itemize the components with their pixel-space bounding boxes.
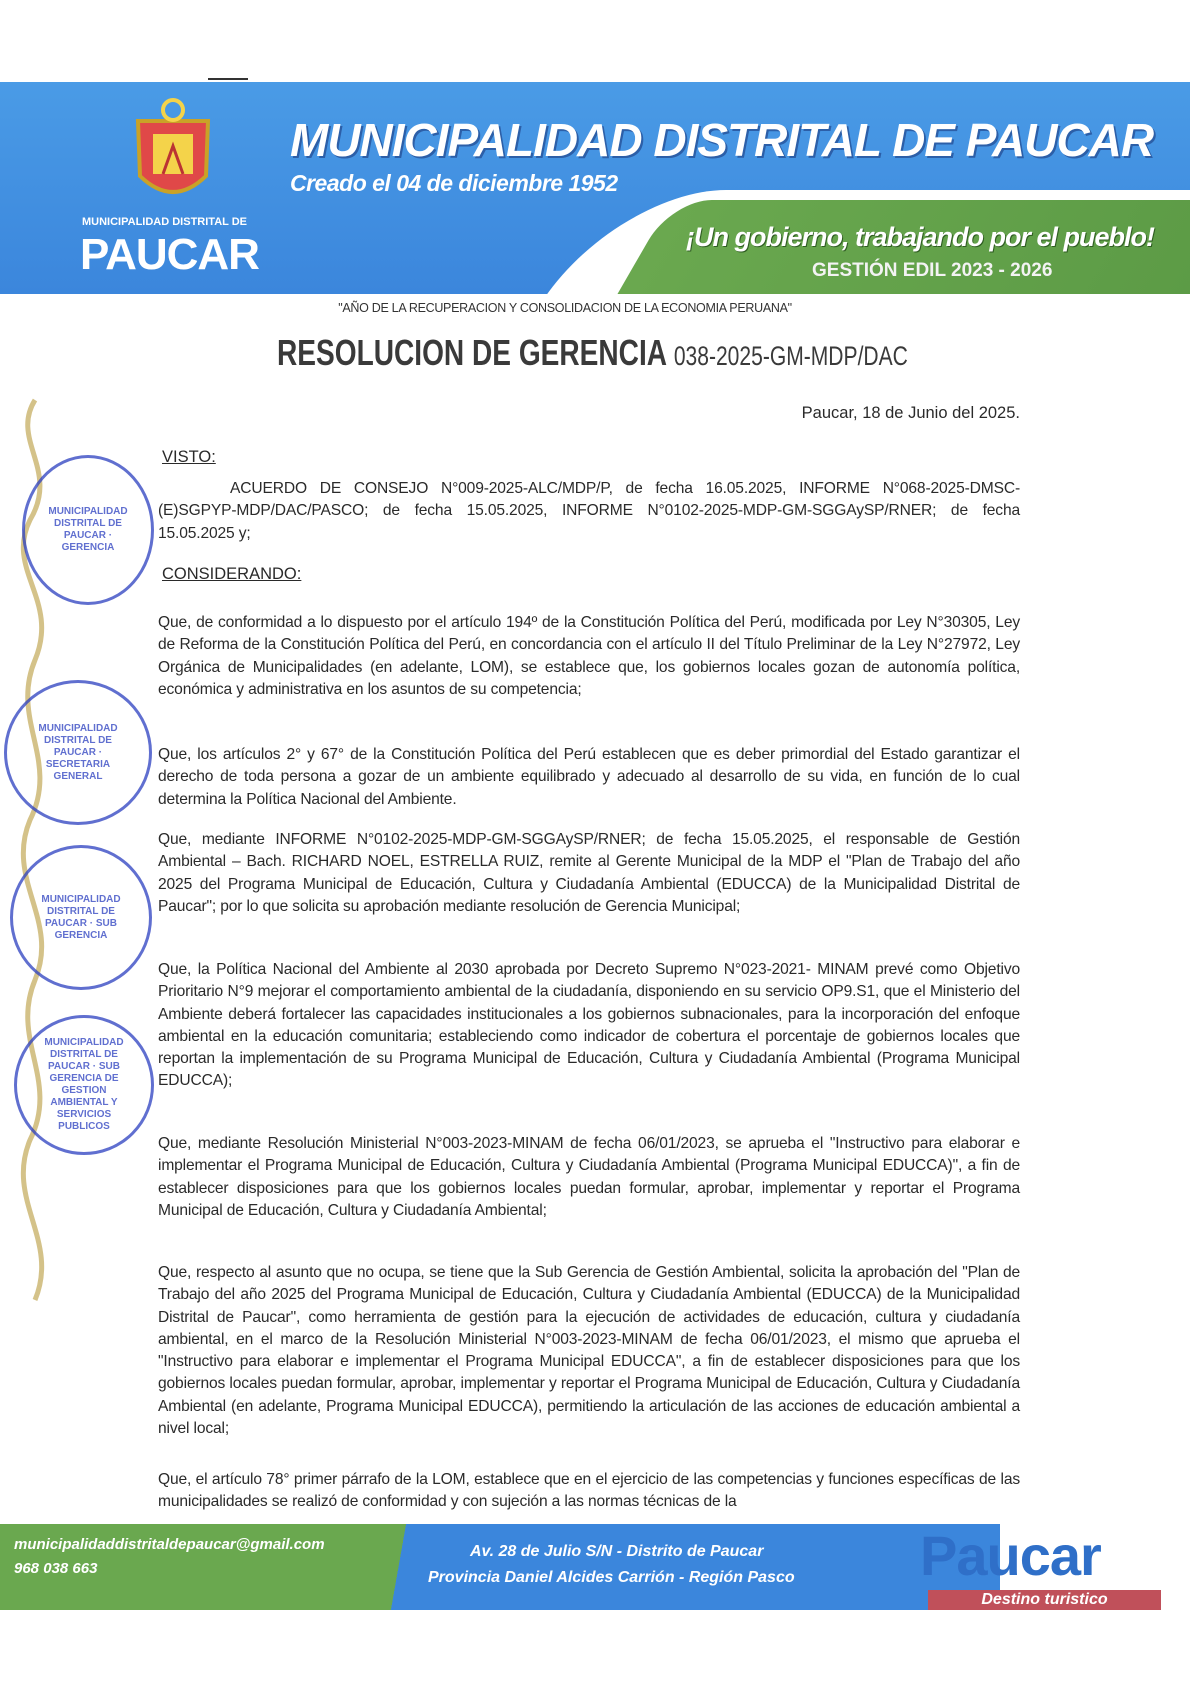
- logo-paucar: PAUCAR: [80, 230, 259, 279]
- slogan: ¡Un gobierno, trabajando por el pueblo!: [686, 222, 1154, 252]
- footer-address-line2: Provincia Daniel Alcides Carrión - Región Pasco: [428, 1569, 795, 1586]
- paragraph: Que, respecto al asunto que no ocupa, se tiene que la Sub Gerencia de Gestión Ambiental, solicita la aprobación del "Plan de Trabajo del año 2025 del Programa Municipal de Educación, Cultura y Ciudadanía Ambiental (EDUCCA) de la Municipalidad Distrital de Paucar", como herramienta de gestión para la ejecución de actividades de educación, cultura y ciudadanía ambiental, en el marco de la Resolución Ministerial N°003-2023-MINAM de fecha 06/01/2023, el mismo que aprueba el "Instructivo para elaborar e implementar el Programa Municipal EDUCCA", a fin de establecer disposiciones para que los gobiernos locales puedan formular, aprobar, implementar y reportar el Programa Municipal de Educación, Cultura y Ciudadanía Ambiental (en adelante, Programa Municipal EDUCCA), permitiendo la articulación de las acciones de educación ambiental a nivel local;: [158, 1264, 1020, 1438]
- footer-banner: [0, 1524, 1000, 1610]
- year-motto: "AÑO DE LA RECUPERACION Y CONSOLIDACION DE LA ECONOMIA PERUANA": [338, 301, 792, 315]
- document-date: Paucar, 18 de Junio del 2025.: [801, 404, 1020, 422]
- visto-text: ACUERDO DE CONSEJO N°009-2025-ALC/MDP/P, de fecha 16.05.2025, INFORME N°068-2025-DMSC-(E)SGPYP-MDP/DAC/PASCO; de fecha 15.05.2025, INFORME N°0102-2025-MDP-GM-SGGAySP/RNER; de fecha 15.05.2025 y;: [158, 480, 1020, 542]
- resolution-number: 038-2025-GM-MDP/DAC: [673, 341, 908, 371]
- logo-subtitle: MUNICIPALIDAD DISTRITAL DE: [82, 216, 247, 228]
- municipality-title: MUNICIPALIDAD DISTRITAL DE PAUCAR: [290, 114, 1154, 166]
- visto-heading: VISTO:: [162, 448, 216, 466]
- administration-period: GESTIÓN EDIL 2023 - 2026: [812, 260, 1053, 281]
- footer-phone: 968 038 663: [14, 1560, 98, 1577]
- stamp-secretaria-general: MUNICIPALIDAD DISTRITAL DE PAUCAR · SECRETARIA GENERAL: [4, 680, 152, 825]
- brand-tagline: Destino turistico: [928, 1590, 1161, 1610]
- paragraph: Que, el artículo 78° primer párrafo de la LOM, establece que en el ejercicio de las competencias y funciones específicas de las municipalidades se realizó de conformidad y con sujeción a las normas técnicas de la: [158, 1471, 1020, 1511]
- resolution-title: [277, 333, 908, 376]
- stamp-gestion-ambiental: MUNICIPALIDAD DISTRITAL DE PAUCAR · SUB GERENCIA DE GESTION AMBIENTAL Y SERVICIOS PUBLICOS: [14, 1015, 154, 1155]
- considerando-heading: CONSIDERANDO:: [162, 565, 302, 583]
- founded-date: Creado el 04 de diciembre 1952: [290, 170, 618, 196]
- paragraph: Que, de conformidad a lo dispuesto por el artículo 194º de la Constitución Política del Perú, modificada por Ley N°30305, Ley de Reforma de la Constitución Política del Perú, en concordancia con el artículo II del Título Preliminar de la Ley N°27972, Ley Orgánica de Municipalidades (en adelante, LOM), se establece que, los gobiernos locales gozan de autonomía política, económica y administrativa en los asuntos de su competencia;: [158, 614, 1020, 698]
- stamp-gerencia: MUNICIPALIDAD DISTRITAL DE PAUCAR · GERENCIA: [22, 455, 154, 605]
- footer-address-line1: Av. 28 de Julio S/N - Distrito de Paucar: [470, 1543, 764, 1560]
- scan-mark: [208, 78, 248, 80]
- paragraph: Que, mediante Resolución Ministerial N°003-2023-MINAM de fecha 06/01/2023, se aprueba el "Instructivo para elaborar e implementar el Programa Municipal de Educación, Cultura y Ciudadanía Ambiental (Programa Municipal EDUCCA)", a fin de establecer disposiciones para que los gobiernos locales puedan formular, aprobar, implementar y reportar el Programa Municipal de Educación, Cultura y Ciudadanía Ambiental;: [158, 1135, 1020, 1219]
- resolution-type: RESOLUCION DE GERENCIA: [277, 332, 667, 373]
- letterhead-banner: [0, 82, 1190, 294]
- paucar-brand-logo: Paucar: [920, 1524, 1101, 1587]
- footer-email: municipalidaddistritaldepaucar@gmail.com: [14, 1536, 325, 1553]
- paragraph: Que, mediante INFORME N°0102-2025-MDP-GM-SGGAySP/RNER; de fecha 15.05.2025, el responsable de Gestión Ambiental – Bach. RICHARD NOEL, ESTRELLA RUIZ, remite al Gerente Municipal de la MDP el "Plan de Trabajo del año 2025 del Programa Municipal de Educación, Cultura y Ciudadanía Ambiental (EDUCCA) de la Municipalidad Distrital de Paucar"; por lo que solicita su aprobación mediante resolución de Gerencia Municipal;: [158, 831, 1020, 915]
- stamp-sub-gerencia: MUNICIPALIDAD DISTRITAL DE PAUCAR · SUB GERENCIA: [10, 845, 152, 990]
- paragraph: Que, los artículos 2° y 67° de la Constitución Política del Perú establecen que es deber primordial del Estado garantizar el derecho de toda persona a gozar de un ambiente equilibrado y adecuado al desarrollo de su vida, en función de lo cual determina la Política Nacional del Ambiente.: [158, 746, 1020, 808]
- coat-of-arms-icon: [118, 96, 228, 211]
- paragraph: Que, la Política Nacional del Ambiente al 2030 aprobada por Decreto Supremo N°023-2021- MINAM prevé como Objetivo Prioritario N°9 mejorar el comportamiento ambiental de la ciudadanía, disponiendo en su servicio OP9.S1, que el Ministerio del Ambiente deberá fortalecer las capacidades institucionales a los gobiernos subnacionales, para la incorporación del enfoque ambiental en la educación comunitaria; estableciendo como indicador de cobertura el porcentaje de gobiernos locales que reportan la implementación de su Programa Municipal de Educación, Cultura y Ciudadanía Ambiental (Programa Municipal EDUCCA);: [158, 961, 1020, 1090]
